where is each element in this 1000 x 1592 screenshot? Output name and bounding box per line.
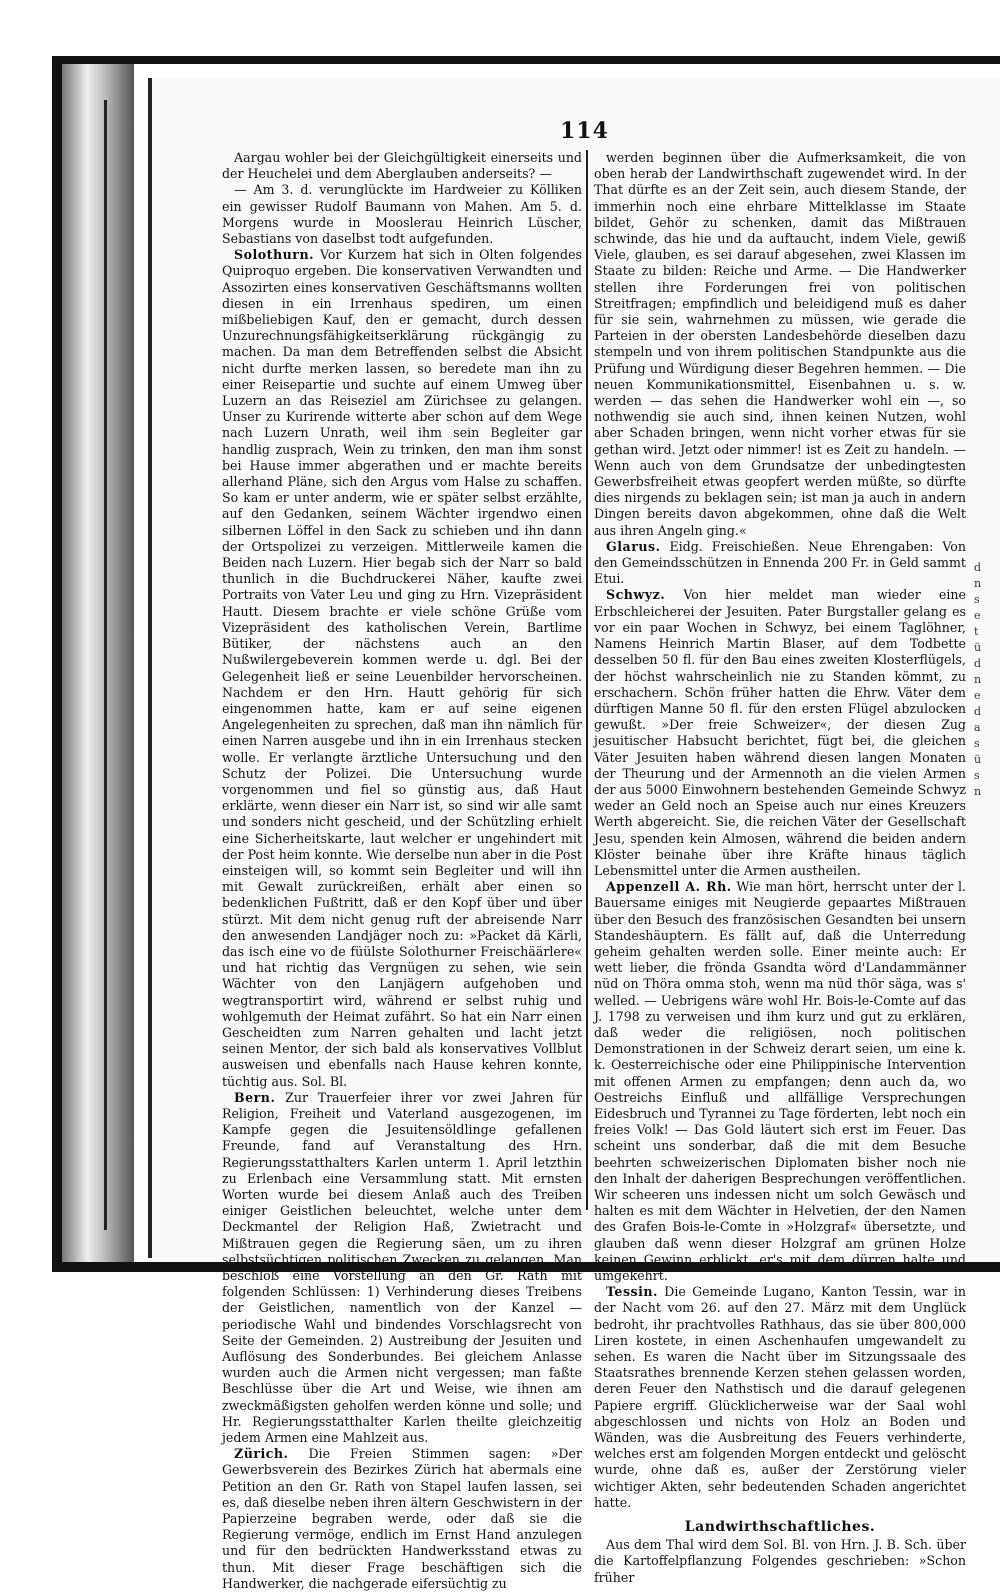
bleed-letter: n [974,577,982,590]
article-paragraph [222,150,582,182]
right-column [594,150,966,1586]
article-text: Wie man hört, herrscht unter der l. Bauersame einiges mit Neugierde gepaartes Mißtrauen über den Besuch des französischen Gesandten bei unsern Standeshäuptern. Es fällt auf, daß die Unterredung geheim gehalten werden solle. Einer meinte auch: Er wett lieber, die frönda Gsandta wörd d'Landammänner nüd on Thöra omma stoh, wenn ma nüd thör säga, was s' welled. — Uebrigens wäre wohl Hr. Bois-le-Comte auf das J. 1798 zu verweisen und ihm kurz und gut zu erklären, daß weder die religiösen, noch politischen Demonstrationen in der Schweiz derart seien, um eine k. k. Oesterreichische oder eine Philippinische Intervention mit offenen Armen zu empfangen; denn auch da, wo Oestreichs Einfluß und allfällige Versprechungen Eidesbruch und Tyrannei zu Tage förderten, lebt noch ein freies Volk! — Das Gold läutert sich erst im Feuer. Das scheint uns sonderbar, daß die mit dem Besuche beehrten schweizerischen Diplomaten bisher noch nie den Inhalt der daherigen Besprechungen veröffentlichen. Wir scheeren uns indessen nicht um solch Gewäsch und halten es mit dem Wächter in Helvetien, der den Namen des Grafen Bois-le-Comte in »Holzgraf« übersetzte, und glauben daß wenn dieser Holzgraf am grünen Holze keinen Gewinn erblickt, er's mit dem dürren halte und umgekehrt. [594,879,966,1284]
article-text: Vor Kurzem hat sich in Olten folgendes Quiproquo ergeben. Die konservativen Verwandten und Assozirten eines konservativen Geschäftsmanns wollten diesen in ein Irrenhaus spediren, um einen mißbeliebigen Kauf, den er gemacht, durch dessen Unzurechnungsfähigkeitserklärung rückgängig zu machen. Da man dem Betreffenden selbst die Absicht nicht durfte merken lassen, so beredete man ihn zu einer Reisepartie und suchte auf einem Umweg über Luzern an das Reiseziel am Zürichsee zu gelangen. Unser zu Kurirende witterte aber schon auf dem Wege nach Luzern Unrath, weil ihm sein Begleiter gar handlig zusprach, Wein zu trinken, den man ihm sonst bei Hause immer abgerathen und er machte bereits allerhand Pläne, sich den Argus vom Halse zu schaffen. So kam er unter anderm, wie er später selbst erzählte, auf den Gedanken, seinem Wächter irgendwo einen silbernen Löffel in den Sack zu schieben und ihn dann der Ortspolizei zu verzeigen. Mittlerweile kamen die Beiden nach Luzern. Hier begab sich der Narr so bald thunlich in die Buchdruckerei Näher, kaufte zwei Portraits von Vater Leu und ging zu Hrn. Vizepräsident Hautt. Diesem brachte er viele schöne Grüße vom Vizepräsident des katholischen Verein, Bartlime Bütiker, der nächstens auch an den Nußwilergebeverein kommen werde u. dgl. Bei der Gelegenheit ließ er seine Leuenbilder hervorscheinen. Nachdem er den Hrn. Hautt gehörig für sich eingenommen hatte, kam er auf seine eigenen Angelegenheiten zu sprechen, daß man ihn nämlich für einen Narren ausgebe und ihn in ein Irrenhaus stecken wolle. Er verlangte ärztliche Untersuchung und den Schutz der Polizei. Die Untersuchung wurde vorgenommen und fiel so günstig aus, daß Haut erklärte, wenn dieser ein Narr ist, so sind wir alle samt und sonders nicht gescheid, und der Schützling erhielt eine Sicherheitskarte, laut welcher er ungehindert mit der Post heim konnte. Wie derselbe nun aber in die Post einsteigen will, so kommt sein Begleiter und will ihn mit Gewalt zurückreißen, erhält aber einen so bedenklichen Fußtritt, daß er den Kopf über und über stürzt. Mit dem nicht genug ruft der abreisende Narr den anwesenden Landjäger noch zu: »Packet dä Kärli, das isch eine vo de füülste Solothurner Freischäärlere« und hat richtig das Vergnügen zu sehen, wie sein Wächter von den Lanjägern aufgehoben und wegtransportirt wird, während er selbst ruhig und wohlgemuth der Heimat zufährt. So hat ein Narr einen Gescheidten zum Narren gehalten und lacht jetzt seinen Mentor, der sich bald als konservatives Vollblut ausweisen und ebenfalls nach Hause kehren konnte, tüchtig aus. Sol. Bl. [222,247,582,1089]
article-text: Die Gemeinde Lugano, Kanton Tessin, war in der Nacht vom 26. auf den 27. März mit dem Unglück bedroht, ihr prachtvolles Rathhaus, das sie über 800,000 Liren kostete, in einen Aschenhaufen umgewandelt zu sehen. Es waren die Nacht über im Sitzungssaale des Staatsrathes brennende Kerzen stehen gelassen worden, deren Feuer den Nathstisch und die darauf gelegenen Papiere ergriff. Glücklicherweise war der Saal wohl abgeschlossen und nichts von Holz an Boden und Wänden, was die Ausbreitung des Feuers verhinderte, welches erst am folgenden Morgen entdeckt und gelöscht wurde, ohne daß es, außer der Zerstörung vieler wichtiger Akten, sehr bedeutenden Schaden angerichtet hatte. [594,1284,966,1510]
article-text: — Am 3. d. verunglückte im Hardweier zu Kölliken ein gewisser Rudolf Baumann von Mahen. Am 5. d. Morgens wurde in Mooslerau Heinrich Lüscher, Sebastians von daselbst todt aufgefunden. [222,182,582,247]
bleed-letter: e [974,689,981,702]
bleed-letter: s [974,737,980,750]
article-text: Aargau wohler bei der Gleichgültigkeit einerseits und der Heuchelei und dem Aberglauben anderseits? — [222,150,582,182]
section-title: Landwirthschaftliches. [684,1519,876,1536]
bleed-letter: s [974,769,980,782]
bleed-letter: s [974,593,980,606]
article-text: Eidg. Freischießen. Neue Ehrengaben: Von den Gemeindsschützen in Ennenda 200 Fr. in Geld sammt Etui. [594,538,966,587]
article-paragraph: Aus dem Thal wird dem Sol. Bl. von Hrn. J. B. Sch. über die Kartoffelpflanzung Folgendes geschrieben: »Schon früher [594,1537,966,1585]
bleed-letter: e [974,609,981,622]
bleed-letter: n [974,673,982,686]
article-paragraph [594,1284,966,1511]
column-divider [586,150,588,1210]
bleed-letter: ü [974,753,982,766]
article-heading: Bern. [234,1089,276,1105]
article-text: Die Freien Stimmen sagen: »Der Gewerbsverein des Bezirkes Zürich hat abermals eine Petition an den Gr. Rath von Stapel laufen lassen, sei es, daß dieselbe neben ihren ältern Geschwistern in der Papierzeine begraben werde, oder daß sie die Regierung vermöge, endlich im Ernst Hand anzulegen und für den bedrückten Handwerksstand etwas zu thun. Mit dieser Frage beschäftigen sich die Handwerker, die nachgerade eifersüchtig zu [222,1446,582,1591]
bleed-letter: d [974,705,982,718]
article-paragraph [594,587,966,879]
book-spine [62,64,134,1262]
next-page-bleed-through [974,560,998,810]
page-edge [148,78,152,1258]
bleed-letter: n [974,785,982,798]
article-heading: Glarus. [606,538,661,554]
scan-border-top [52,56,1000,64]
article-paragraph [222,182,582,247]
article-paragraph [222,1090,582,1446]
article-heading: Appenzell A. Rh. [606,879,732,895]
article-heading: Zürich. [234,1446,289,1462]
scan-border-left [52,56,62,1271]
article-paragraph [594,539,966,588]
article-paragraph [222,247,582,1090]
bleed-letter: a [974,721,981,734]
page-number: 114 [560,118,609,144]
spine-line [104,100,107,1230]
bleed-letter: ü [974,641,982,654]
article-text: Zur Trauerfeier ihrer vor zwei Jahren für Religion, Freiheit und Vaterland ausgezogenen, im Kampfe gegen die Jesuitensöldlinge gefallenen Freunde, fand auf Veranstaltung des Hrn. Regierungsstatthalters Karlen unterm 1. April letzthin zu Erlenbach eine Versammlung statt. Mit ernsten Worten wurde bei diesem Anlaß auch des Treiben einiger Geistlichen beleuchtet, welche unter dem Deckmantel der Religion Haß, Zwietracht und Mißtrauen gegen die Regierung säen, um zu ihren selbstsüchtigen politischen Zwecken zu gelangen. Man beschloß eine Vorstellung an den Gr. Rath mit folgenden Schlüssen: 1) Verhinderung dieses Treibens der Geistlichen, namentlich von der Kanzel — periodische Wahl und bindendes Vorschlagsrecht von Seite der Gemeinden. 2) Austreibung der Jesuiten und Auflösung des Sonderbundes. Bei gleichem Anlasse wurden auch die Armen nicht vergessen; man faßte Beschlüsse über die Art und Weise, wie ihnen am zweckmäßigsten geholfen werden könne und solle; und Hr. Regierungsstatthalter Karlen theilte gleichzeitig jedem Armen eine Mahlzeit aus. [222,1089,582,1446]
left-column [222,150,582,1592]
bleed-letter: d [974,561,982,574]
bleed-letter: d [974,657,982,670]
article-heading: Solothurn. [234,247,314,263]
article-paragraph [222,1446,582,1592]
article-paragraph [594,879,966,1284]
article-heading: Schwyz. [606,587,666,603]
article-text: Von hier meldet man wieder eine Erbschleicherei der Jesuiten. Pater Burgstaller gelang es vor ein paar Wochen in Schwyz, bei einem Taglöhner, Namens Heinrich Martin Blaser, auf dem Todbette desselben 50 fl. für den Bau eines zweiten Klosterflügels, der höchst wahrscheinlich nie zu Standen kömmt, zu erschachern. Schön früher hatten die Ehrw. Väter dem dürftigen Manne 50 fl. für den ersten Flügel abzulocken gewußt. »Der freie Schweizer«, der diesen Zug jesuitischer Habsucht berichtet, fügt bei, die gleichen Väter Jesuiten haben während diesen langen Monaten der Theurung und der Armennoth an die vielen Armen der aus 5000 Einwohnern bestehenden Gemeinde Schwyz weder an Geld noch an Speise auch nur eines Kreuzers Werth abgereicht. Sie, die reichen Väter der Gesellschaft Jesu, spenden kein Almosen, während die beiden andern Klöster beinahe über ihre Kräfte hinaus täglich Lebensmittel unter die Armen austheilen. [594,587,966,878]
bleed-letter: t [974,625,979,638]
article-paragraph [594,150,966,539]
article-heading: Tessin. [606,1284,658,1300]
article-text: werden beginnen über die Aufmerksamkeit, die von oben herab der Landwirthschaft zugewendet wird. In der That dürfte es an der Zeit sein, auch diesem Stande, der immerhin noch eine ehrbare Mittelklasse im Staate bildet, Gehör zu schenken, damit das Mißtrauen schwinde, das hie und da auftaucht, indem Viele, gewiß Viele, glauben, es sei darauf abgesehen, zwei Klassen im Staate zu bilden: Reiche und Arme. — Die Handwerker stellen ihre Forderungen frei von politischen Streitfragen; empfindlich und beleidigend muß es daher für sie sein, wahrnehmen zu müssen, wie gerade die Parteien in der obersten Landesbehörde dieselben dazu stempeln und von ihrem politischen Standpunkte aus die Prüfung und Würdigung dieser Begehren hemmen. — Die neuen Kommunikationsmittel, Eisenbahnen u. s. w. werden — das sehen die Handwerker wohl ein —, so nothwendig sie auch sind, ihnen keinen Nutzen, wohl aber Schaden bringen, wenn nicht vorher etwas für sie gethan wird. Jetzt oder nimmer! ist es Zeit zu handeln. — Wenn auch von dem Grundsatze der unbedingtesten Gewerbsfreiheit etwas geopfert werden müßte, so dürfte dies nirgends zu beklagen sein; ist man ja auch in andern Dingen bereits davon abgekommen, ohne daß die Welt aus ihren Angeln ging.« [594,150,966,538]
